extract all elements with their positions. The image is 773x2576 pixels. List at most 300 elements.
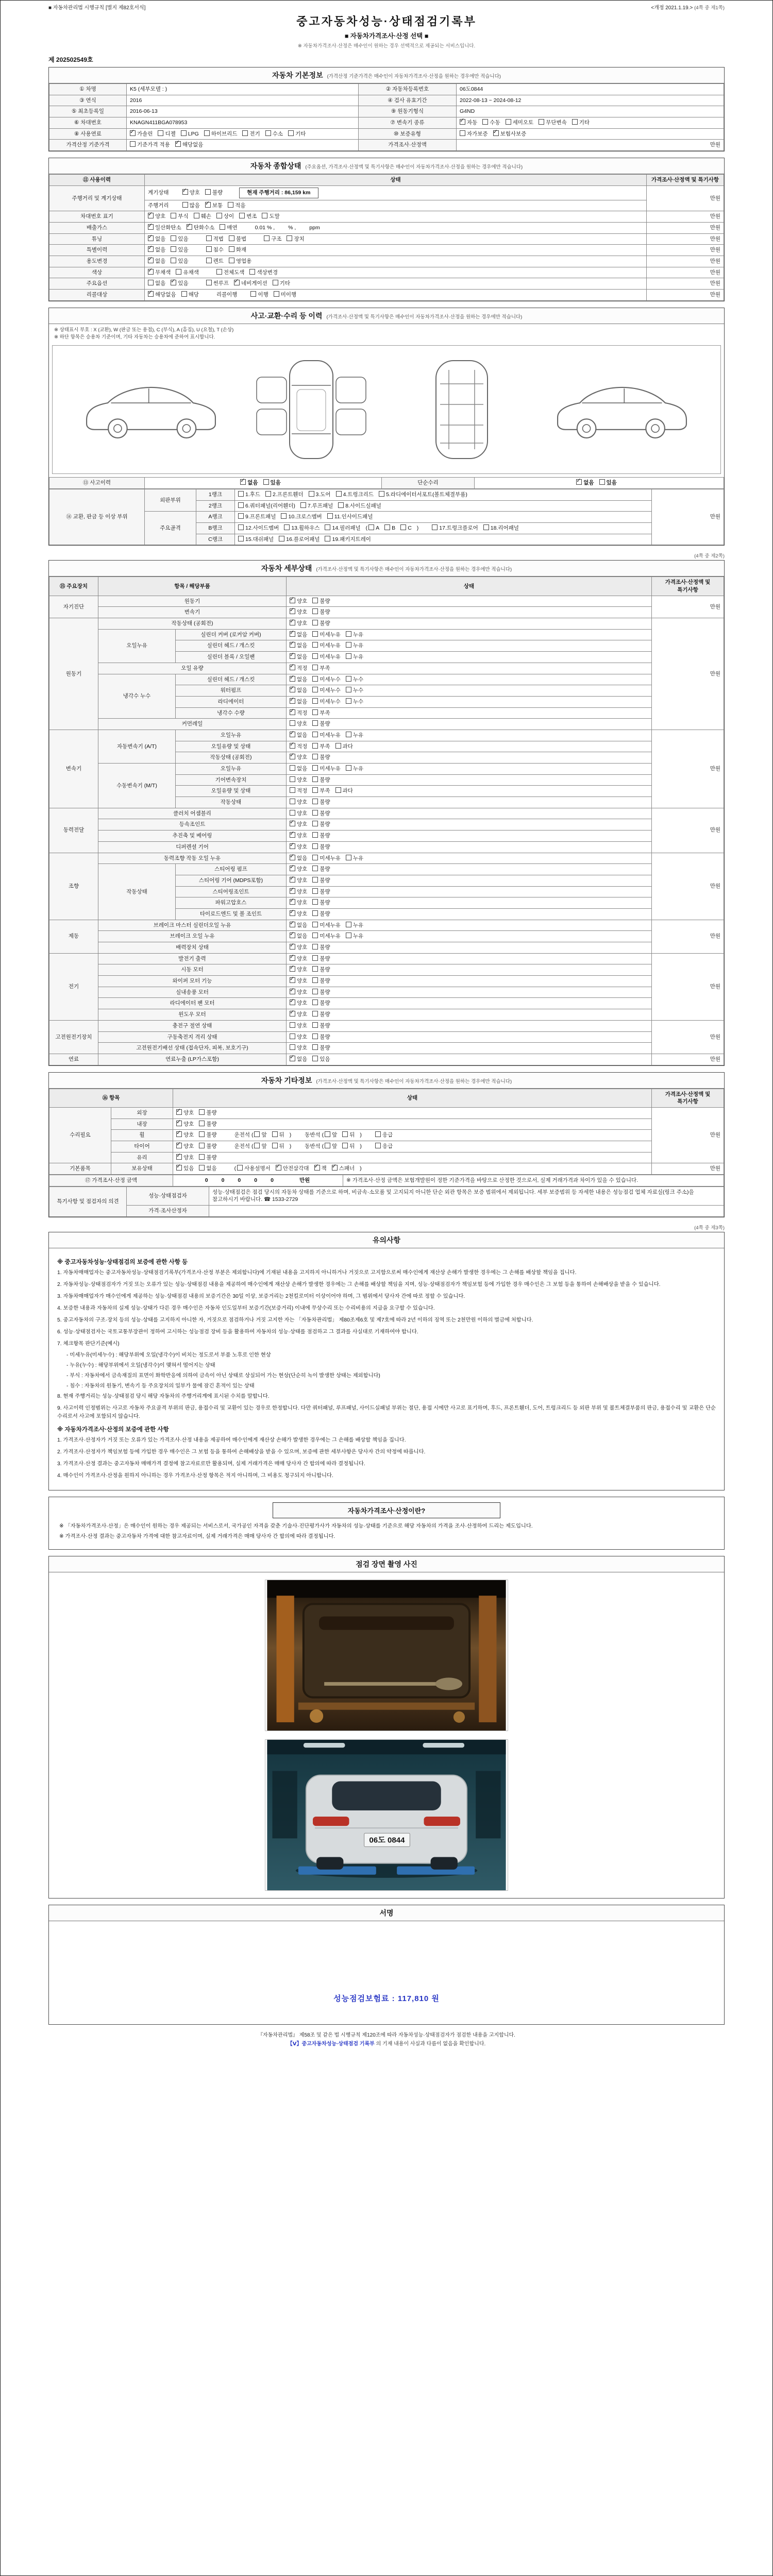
label-cell: 실린더 커버 (로커암 커버) — [176, 629, 287, 640]
checkbox[interactable] — [346, 687, 351, 692]
checkbox[interactable] — [342, 1131, 348, 1137]
checkbox[interactable] — [265, 491, 271, 497]
checkbox[interactable] — [206, 258, 212, 263]
checkbox[interactable] — [290, 922, 295, 927]
value-cell — [127, 128, 359, 140]
checkbox[interactable] — [254, 1143, 260, 1148]
checkbox[interactable] — [240, 479, 246, 485]
checkbox[interactable] — [346, 698, 351, 704]
checkbox[interactable] — [312, 642, 318, 648]
checkbox-label: 이행 — [258, 292, 268, 298]
checkbox[interactable] — [199, 1154, 205, 1160]
checkbox[interactable] — [272, 1131, 278, 1137]
checkbox[interactable] — [312, 754, 318, 759]
checkbox[interactable] — [199, 1165, 205, 1171]
checkbox[interactable] — [148, 246, 154, 252]
checkbox-option — [460, 130, 488, 138]
checkbox[interactable] — [312, 709, 318, 715]
checkbox-option — [199, 1154, 216, 1162]
checkbox-option — [312, 1044, 330, 1052]
checkbox[interactable] — [312, 1011, 318, 1016]
value-cell — [127, 140, 359, 151]
checkbox-option — [290, 910, 307, 918]
checkbox-option — [290, 977, 307, 985]
checkbox[interactable] — [290, 843, 295, 849]
checkbox[interactable] — [274, 291, 279, 297]
checkbox[interactable] — [312, 765, 318, 771]
checkbox[interactable] — [234, 280, 240, 285]
checkbox[interactable] — [346, 765, 351, 771]
checkbox-label: 전기 — [249, 130, 260, 137]
checkbox[interactable] — [242, 130, 248, 136]
checkbox[interactable] — [312, 966, 318, 972]
checkbox[interactable] — [290, 676, 295, 682]
value-cell — [287, 920, 652, 931]
checkbox[interactable] — [290, 810, 295, 816]
checkbox-label: 없음 — [297, 687, 308, 694]
photo-license-plate: 06도 0844 — [369, 1836, 405, 1845]
checkbox[interactable] — [290, 665, 295, 670]
checkbox[interactable] — [312, 933, 318, 938]
checkbox[interactable] — [290, 608, 295, 614]
checkbox[interactable] — [262, 213, 267, 218]
checkbox[interactable] — [264, 235, 270, 241]
checkbox[interactable] — [276, 1165, 281, 1171]
checkbox-option — [290, 776, 307, 784]
checkbox[interactable] — [312, 776, 318, 782]
checkbox[interactable] — [148, 280, 154, 285]
checkbox[interactable] — [290, 631, 295, 637]
checkbox[interactable] — [365, 524, 374, 531]
checkbox[interactable] — [148, 269, 154, 275]
checkbox[interactable] — [239, 213, 245, 218]
checkbox[interactable] — [312, 999, 318, 1005]
detail-condition-table — [49, 577, 724, 1065]
checkbox[interactable] — [229, 235, 234, 241]
checkbox[interactable] — [290, 933, 295, 938]
checkbox[interactable] — [290, 732, 295, 737]
checkbox[interactable] — [312, 598, 318, 603]
checkbox-label: 양호 — [297, 1045, 308, 1052]
plate-number: 06도0844 — [457, 84, 724, 95]
checkbox[interactable] — [400, 524, 406, 530]
value-cell — [287, 618, 652, 630]
checkbox[interactable] — [325, 536, 330, 541]
checkbox[interactable] — [220, 224, 225, 230]
checkbox[interactable] — [238, 536, 244, 541]
checkbox[interactable] — [250, 291, 256, 297]
checkbox[interactable] — [290, 955, 295, 961]
checkbox[interactable] — [335, 743, 341, 749]
checkbox[interactable] — [290, 1033, 295, 1039]
checkbox[interactable] — [199, 1109, 205, 1115]
value-cell — [145, 478, 382, 489]
amount-cell: 만원 — [652, 853, 724, 920]
checkbox[interactable] — [279, 536, 284, 541]
checkbox[interactable] — [312, 720, 318, 726]
checkbox[interactable] — [287, 235, 292, 241]
checkbox[interactable] — [199, 1131, 205, 1137]
checkbox[interactable] — [290, 1011, 295, 1016]
checkbox[interactable] — [254, 1131, 260, 1137]
checkbox-label: 기타 — [579, 120, 590, 126]
checkbox-label: 해당 — [188, 292, 199, 298]
checkbox[interactable] — [171, 235, 176, 241]
checkbox[interactable] — [237, 1165, 243, 1171]
checkbox[interactable] — [238, 513, 244, 519]
price-appraisal-table — [49, 1175, 724, 1187]
checkbox[interactable] — [312, 922, 318, 927]
checkbox[interactable] — [432, 524, 438, 530]
checkbox-label: 있음 — [270, 480, 281, 486]
checkbox[interactable] — [265, 130, 271, 136]
checkbox[interactable] — [290, 1044, 295, 1050]
checkbox[interactable] — [206, 280, 212, 285]
checkbox[interactable] — [312, 977, 318, 983]
checkbox[interactable] — [176, 269, 181, 275]
checkbox[interactable] — [199, 1121, 205, 1126]
label-cell: 1랭크 — [196, 489, 235, 500]
checkbox[interactable] — [346, 855, 351, 860]
checkbox-label: 양호 — [297, 877, 308, 884]
checkbox[interactable] — [171, 213, 176, 218]
label-cell: 연료누출 (LP가스포함) — [98, 1054, 287, 1065]
checkbox[interactable] — [346, 676, 351, 682]
checkbox[interactable] — [290, 598, 295, 603]
checkbox[interactable] — [181, 291, 187, 297]
value-cell — [173, 1118, 652, 1130]
footer-line-1: 『자동차관리법』 제58조 및 같은 법 시행규칙 제120조에 따라 자동차성능·상태점검자가 점검한 내용을 고지합니다. — [258, 2032, 515, 2038]
checkbox[interactable] — [332, 1165, 338, 1171]
checkbox[interactable] — [175, 141, 181, 147]
checkbox[interactable] — [290, 966, 295, 972]
text: ) — [360, 1132, 362, 1139]
checkbox[interactable] — [290, 866, 295, 871]
label-cell: ⑤ 최초등록일 — [49, 106, 127, 117]
checkbox-label: 양호 — [297, 1000, 308, 1007]
value-cell — [287, 976, 652, 987]
checkbox[interactable] — [290, 787, 295, 793]
label-cell: B랭크 — [196, 522, 235, 534]
checkbox[interactable] — [312, 732, 318, 737]
checkbox-label: 잭 — [321, 1165, 327, 1172]
label-cell: 실린더 블록 / 오일팬 — [176, 652, 287, 663]
checkbox[interactable] — [148, 213, 154, 218]
checkbox[interactable] — [312, 843, 318, 849]
checkbox[interactable] — [290, 855, 295, 860]
checkbox[interactable] — [346, 732, 351, 737]
checkbox[interactable] — [338, 502, 344, 508]
amount-cell: 만원 — [652, 618, 724, 730]
checkbox[interactable] — [342, 1143, 348, 1148]
checkbox[interactable] — [284, 524, 290, 530]
checkbox[interactable] — [171, 246, 176, 252]
text: 운전석 ( — [234, 1132, 254, 1139]
label-cell: 작동상태 — [98, 864, 176, 920]
checkbox[interactable] — [312, 743, 318, 749]
checkbox[interactable] — [314, 1165, 320, 1171]
checkbox[interactable] — [199, 1143, 205, 1148]
checkbox[interactable] — [176, 1131, 182, 1137]
checkbox[interactable] — [325, 524, 330, 530]
checkbox[interactable] — [148, 224, 154, 230]
checkbox-option — [400, 524, 412, 532]
checkbox-option — [290, 754, 307, 761]
checkbox[interactable] — [290, 720, 295, 726]
checkbox[interactable] — [176, 1154, 182, 1160]
label-cell: ⑬ 사고이력 — [49, 478, 145, 489]
checkbox[interactable] — [312, 620, 318, 625]
checkbox[interactable] — [506, 119, 511, 125]
checkbox[interactable] — [346, 653, 351, 659]
checkbox[interactable] — [336, 491, 342, 497]
checkbox[interactable] — [249, 269, 255, 275]
checkbox-label: 3.도어 — [315, 491, 331, 498]
checkbox[interactable] — [176, 1143, 182, 1148]
checkbox[interactable] — [171, 280, 176, 285]
checkbox-label: 뒤 — [279, 1143, 284, 1149]
checkbox[interactable] — [290, 888, 295, 894]
checkbox[interactable] — [290, 620, 295, 625]
label-cell: 외장 — [111, 1107, 173, 1118]
checkbox-option — [148, 269, 171, 277]
checkbox[interactable] — [290, 999, 295, 1005]
checkbox[interactable] — [204, 130, 210, 136]
checkbox[interactable] — [148, 258, 154, 263]
checkbox[interactable] — [312, 821, 318, 826]
checkbox-option — [290, 989, 307, 996]
checkbox-option — [309, 491, 331, 499]
checkbox[interactable] — [312, 608, 318, 614]
first-registration: 2016-06-13 — [127, 106, 359, 117]
checkbox[interactable] — [229, 258, 234, 263]
label-cell: ⑧ 사용연료 — [49, 128, 127, 140]
checkbox[interactable] — [182, 202, 188, 208]
checkbox-label: 18.리어패널 — [490, 524, 519, 531]
checkbox[interactable] — [482, 119, 488, 125]
checkbox[interactable] — [300, 502, 306, 508]
label-cell: 고전원전기배선 상태 (접속단자, 피복, 보호기구) — [98, 1043, 287, 1054]
checkbox-label: 없음 — [155, 247, 166, 253]
checkbox[interactable] — [312, 899, 318, 905]
checkbox[interactable] — [205, 202, 211, 208]
checkbox[interactable] — [312, 888, 318, 894]
checkbox-label: 불량 — [320, 888, 330, 895]
checkbox[interactable] — [312, 1022, 318, 1028]
label-cell: 용도변경 — [49, 256, 145, 267]
checkbox[interactable] — [290, 709, 295, 715]
checkbox[interactable] — [312, 866, 318, 871]
checkbox[interactable] — [171, 258, 176, 263]
checkbox[interactable] — [176, 1121, 182, 1126]
checkbox[interactable] — [216, 213, 222, 218]
checkbox-option — [250, 291, 268, 299]
checkbox[interactable] — [312, 631, 318, 637]
checkbox[interactable] — [572, 119, 578, 125]
checkbox[interactable] — [290, 989, 295, 994]
checkbox[interactable] — [312, 1044, 318, 1050]
checkbox[interactable] — [346, 642, 351, 648]
value-cell — [287, 652, 652, 663]
checkbox[interactable] — [290, 821, 295, 826]
notice-part2-title: ※ 자동차가격조사·산정의 보증에 관한 사항 — [57, 1427, 169, 1433]
checkbox[interactable] — [130, 141, 136, 147]
checkbox[interactable] — [290, 754, 295, 759]
checkbox[interactable] — [483, 524, 489, 530]
checkbox[interactable] — [273, 280, 278, 285]
checkbox-label: 누유 — [352, 631, 364, 638]
label-cell: 라디에이터 — [176, 696, 287, 707]
checkbox[interactable] — [312, 676, 318, 682]
checkbox[interactable] — [312, 910, 318, 916]
checkbox[interactable] — [238, 502, 244, 508]
checkbox-label: 양호 — [297, 810, 308, 817]
checkbox[interactable] — [290, 653, 295, 659]
checkbox[interactable] — [312, 665, 318, 670]
value-cell — [287, 864, 652, 875]
checkbox[interactable] — [148, 235, 154, 241]
checkbox[interactable] — [312, 653, 318, 659]
checkbox[interactable] — [539, 119, 544, 125]
checkbox-option — [281, 513, 322, 521]
checkbox-option — [483, 524, 519, 532]
checkbox-label: 없음 — [297, 933, 308, 940]
checkbox[interactable] — [379, 491, 384, 497]
checkbox[interactable] — [312, 787, 318, 793]
checkbox[interactable] — [238, 524, 244, 530]
price-info-lines — [49, 1522, 724, 1549]
signature-area[interactable] — [49, 1921, 724, 2024]
checkbox[interactable] — [263, 479, 269, 485]
checkbox[interactable] — [182, 189, 188, 195]
checkbox-option — [346, 732, 363, 739]
checkbox[interactable] — [312, 687, 318, 692]
checkbox[interactable] — [206, 235, 212, 241]
checkbox-option — [312, 687, 341, 694]
checkbox[interactable] — [312, 877, 318, 883]
checkbox[interactable] — [460, 119, 465, 125]
checkbox[interactable] — [309, 491, 314, 497]
checkbox[interactable] — [312, 832, 318, 838]
checkbox-label: 없음 — [247, 480, 258, 486]
checkbox-option — [171, 213, 188, 221]
checkbox[interactable] — [325, 1143, 330, 1148]
checkbox-option — [314, 1165, 327, 1173]
checkbox[interactable] — [290, 687, 295, 692]
checkbox[interactable] — [335, 787, 341, 793]
value-cell — [145, 278, 647, 290]
checkbox[interactable] — [229, 246, 234, 252]
checkbox[interactable] — [228, 202, 233, 208]
checkbox[interactable] — [205, 189, 211, 195]
checkbox[interactable] — [176, 1109, 182, 1115]
checkbox[interactable] — [130, 130, 136, 136]
checkbox[interactable] — [312, 799, 318, 804]
value-cell — [287, 831, 652, 842]
checkbox[interactable] — [290, 899, 295, 905]
checkbox-label: 불량 — [320, 598, 330, 604]
checkbox[interactable] — [290, 832, 295, 838]
label-cell: 충전구 절연 상태 — [98, 1020, 287, 1031]
value-cell — [287, 1031, 652, 1043]
checkbox[interactable] — [290, 698, 295, 704]
checkbox[interactable] — [290, 799, 295, 804]
checkbox[interactable] — [290, 977, 295, 983]
checkbox[interactable] — [346, 631, 351, 637]
checkbox[interactable] — [375, 1143, 381, 1148]
checkbox[interactable] — [312, 1033, 318, 1039]
checkbox-label: 있음 — [178, 258, 189, 264]
accident-history-row — [49, 477, 724, 489]
checkbox[interactable] — [312, 989, 318, 994]
checkbox[interactable] — [288, 130, 294, 136]
checkbox-option — [199, 1165, 216, 1173]
checkbox[interactable] — [312, 944, 318, 950]
checkbox[interactable] — [290, 944, 295, 950]
checkbox[interactable] — [176, 1165, 182, 1171]
checkbox[interactable] — [493, 130, 499, 136]
checkbox[interactable] — [290, 642, 295, 648]
text: ( — [365, 524, 368, 531]
amount-cell: 만원 — [647, 222, 724, 233]
checkbox[interactable] — [312, 855, 318, 860]
signature-title: 서명 — [49, 1905, 724, 1921]
checkbox-label: LPG — [188, 130, 199, 137]
section-title-overall: 자동차 종합상태 (주요옵션, 가격조사·산정액 및 특기사항은 매수인이 자동차가격조사·산정을 원하는 경우에만 적습니다) — [49, 158, 724, 174]
checkbox[interactable] — [325, 1131, 330, 1137]
label-cell: 고전원전기장치 — [49, 1020, 98, 1054]
checkbox[interactable] — [281, 513, 287, 519]
checkbox-option — [176, 269, 198, 277]
section-title-detail: 자동차 세부상태 (가격조사·산정액 및 특기사항은 매수인이 자동차가격조사·산정을 원하는 경우에만 적습니다) — [49, 561, 724, 577]
checkbox[interactable] — [327, 513, 333, 519]
checkbox[interactable] — [194, 213, 199, 218]
checkbox[interactable] — [187, 224, 192, 230]
amount-cell: 만원 — [652, 730, 724, 808]
checkbox[interactable] — [312, 810, 318, 816]
checkbox[interactable] — [272, 1143, 278, 1148]
checkbox[interactable] — [290, 776, 295, 782]
value-cell — [173, 1141, 652, 1153]
checkbox[interactable] — [599, 479, 605, 485]
checkbox[interactable] — [148, 291, 154, 297]
checkbox-option — [206, 258, 224, 265]
page-subtitle: ■ 자동차가격조사·산정 선택 ■ — [344, 32, 429, 40]
checkbox[interactable] — [290, 1056, 295, 1061]
checkbox[interactable] — [576, 479, 582, 485]
checkbox[interactable] — [290, 743, 295, 749]
checkbox[interactable] — [384, 524, 390, 530]
checkbox[interactable] — [375, 1131, 381, 1137]
checkbox[interactable] — [181, 130, 187, 136]
checkbox[interactable] — [206, 246, 212, 252]
checkbox[interactable] — [290, 910, 295, 916]
checkbox[interactable] — [312, 955, 318, 961]
checkbox[interactable] — [238, 491, 244, 497]
checkbox[interactable] — [290, 765, 295, 771]
checkbox[interactable] — [290, 1022, 295, 1028]
checkbox[interactable] — [460, 130, 465, 136]
checkbox[interactable] — [312, 1056, 318, 1061]
checkbox[interactable] — [346, 922, 351, 927]
checkbox[interactable] — [290, 877, 295, 883]
checkbox-label: 누수 — [352, 698, 364, 705]
checkbox[interactable] — [312, 698, 318, 704]
checkbox-label: 양호 — [297, 721, 308, 727]
checkbox[interactable] — [216, 269, 222, 275]
checkbox[interactable] — [158, 130, 163, 136]
checkbox[interactable] — [346, 933, 351, 938]
